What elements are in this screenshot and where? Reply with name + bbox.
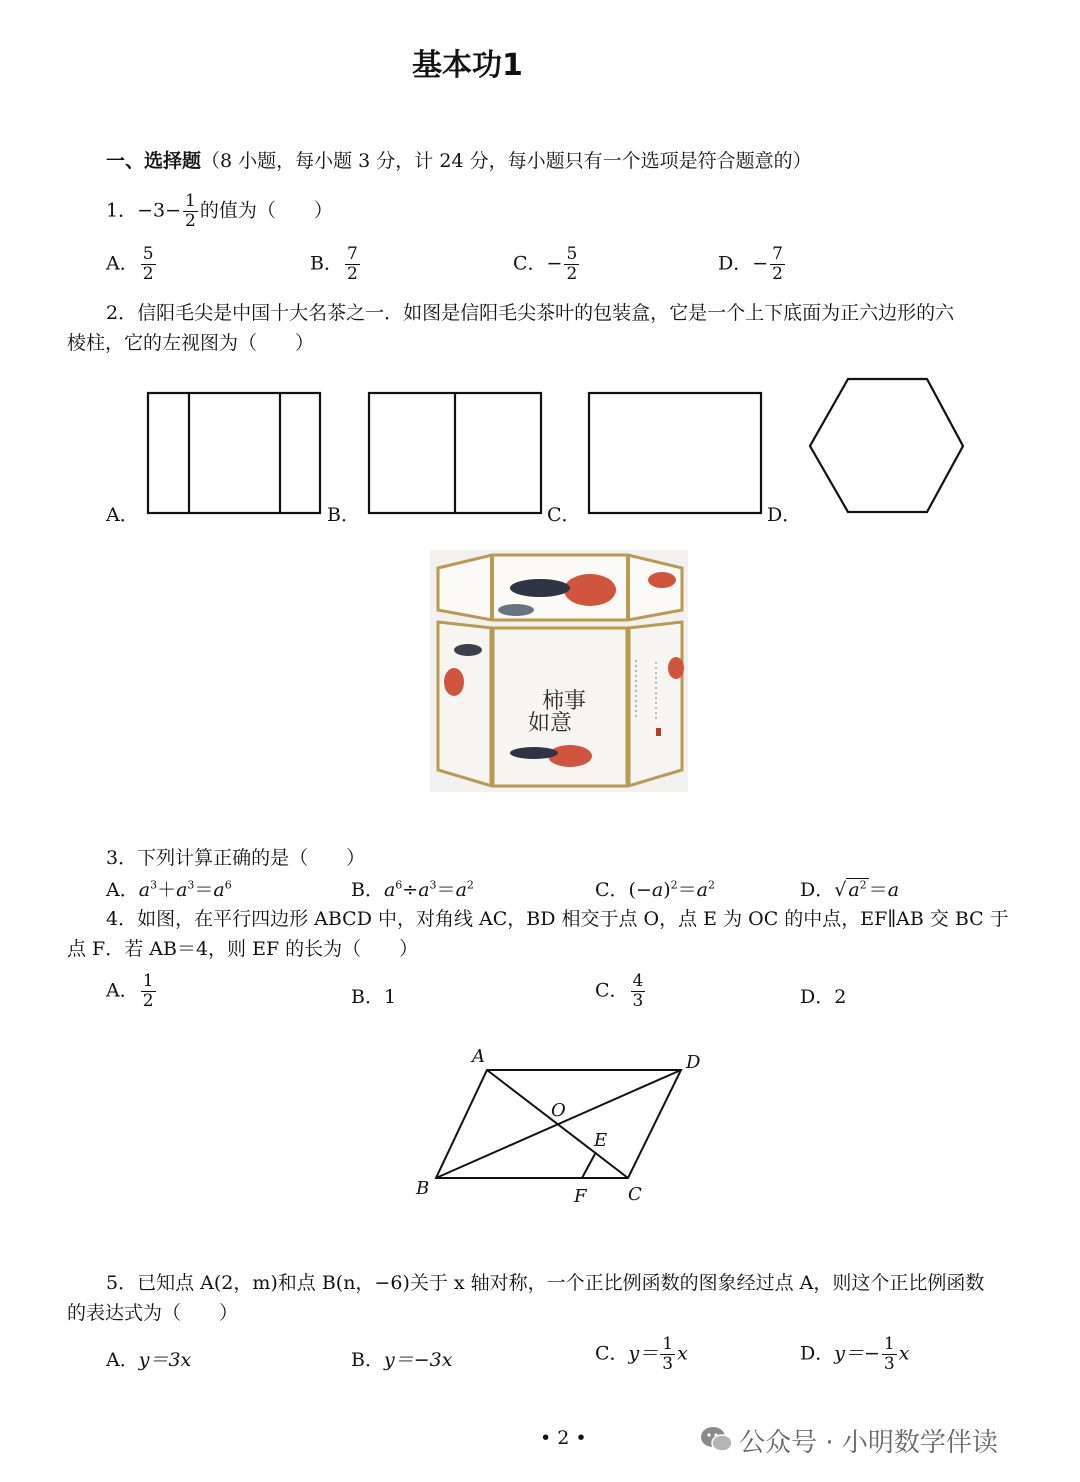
q5-stem-line2: 的表达式为（ ） bbox=[67, 1302, 239, 1324]
q2-option-b[interactable]: B． bbox=[327, 504, 360, 526]
q2-option-d[interactable]: D． bbox=[767, 504, 802, 526]
q3-option-d[interactable]: D．√ $a^2 =a$ bbox=[800, 878, 900, 901]
q3-option-c[interactable]: C．$(-a)^2=a^2$ bbox=[595, 878, 715, 901]
q1-option-d[interactable]: D．− $\frac{7}{2}$ bbox=[718, 244, 783, 284]
q1-number: 1． bbox=[106, 199, 138, 222]
page-title: 基本功1 bbox=[412, 48, 523, 83]
q3-option-b[interactable]: B．$a^6\div a^3=a^2$ bbox=[351, 878, 474, 901]
q5-option-a[interactable]: A．y＝3x bbox=[106, 1349, 192, 1371]
q4-option-d[interactable]: D．2 bbox=[800, 986, 847, 1008]
wechat-icon bbox=[700, 1424, 734, 1458]
q5-option-d[interactable]: D．y＝− $\frac{1}{3}$ x bbox=[800, 1334, 910, 1374]
diagonal-bd bbox=[436, 1070, 681, 1178]
box-text-1: 柿事 bbox=[542, 689, 587, 714]
q2-option-c[interactable]: C． bbox=[547, 504, 581, 526]
q4-option-b[interactable]: B．1 bbox=[351, 986, 397, 1008]
point-a: A bbox=[472, 1046, 485, 1067]
point-f: F bbox=[574, 1186, 587, 1207]
q4-option-a[interactable]: A． $\frac{1}{2}$ bbox=[106, 971, 154, 1011]
watermark: 公众号 · 小明数学伴读 bbox=[700, 1422, 998, 1459]
point-e: E bbox=[594, 1130, 608, 1151]
q1-tail: 的值为（ ） bbox=[199, 199, 333, 222]
q1-expr: −3− bbox=[137, 199, 182, 222]
q1-option-b[interactable]: B． $\frac{7}{2}$ bbox=[310, 244, 358, 284]
point-d: D bbox=[686, 1052, 701, 1073]
point-b: B bbox=[416, 1178, 430, 1199]
section-note: （8 小题，每小题 3 分，计 24 分，每小题只有一个选项是符合题意的） bbox=[201, 150, 812, 172]
q5-stem-line1: 5．已知点 A(2，m)和点 B(n，−6)关于 x 轴对称，一个正比例函数的图象经过点 A，则这个正比例函数 bbox=[106, 1272, 985, 1294]
q2-option-a[interactable]: A． bbox=[106, 504, 139, 526]
q5-option-b[interactable]: B．y＝−3x bbox=[351, 1349, 453, 1371]
segment-ef bbox=[582, 1152, 596, 1178]
q3-option-a[interactable]: A．$a^3+a^3=a^6$ bbox=[106, 878, 232, 901]
q4-option-c[interactable]: C． $\frac{4}{3}$ bbox=[595, 971, 644, 1011]
q3-stem: 3．下列计算正确的是（ ） bbox=[106, 847, 366, 869]
point-o: O bbox=[551, 1100, 566, 1121]
q4-stem-line2: 点 F．若 AB＝4，则 EF 的长为（ ） bbox=[67, 938, 419, 960]
q1-option-c[interactable]: C．− $\frac{5}{2}$ bbox=[513, 244, 578, 284]
box-text-2: 如意 bbox=[528, 711, 573, 736]
section-label: 一、选择题 bbox=[106, 150, 202, 172]
q4-stem-line1: 4．如图，在平行四边形 ABCD 中，对角线 AC，BD 相交于点 O，点 E 为 OC 的中点，EF∥AB 交 BC 于 bbox=[106, 908, 1009, 930]
q5-option-c[interactable]: C．y＝ $\frac{1}{3}$ x bbox=[595, 1334, 688, 1374]
q2-stem-line2: 棱柱，它的左视图为（ ） bbox=[67, 332, 315, 354]
q1-option-a[interactable]: A． $\frac{5}{2}$ bbox=[106, 244, 154, 284]
page-number: • 2 • bbox=[540, 1427, 587, 1449]
point-c: C bbox=[628, 1184, 642, 1205]
q1-fraction: $\frac{1}{2}$ bbox=[185, 191, 196, 231]
q2-stem-line1: 2．信阳毛尖是中国十大名茶之一．如图是信阳毛尖茶叶的包装盒，它是一个上下底面为正六边形的六 bbox=[106, 302, 955, 324]
